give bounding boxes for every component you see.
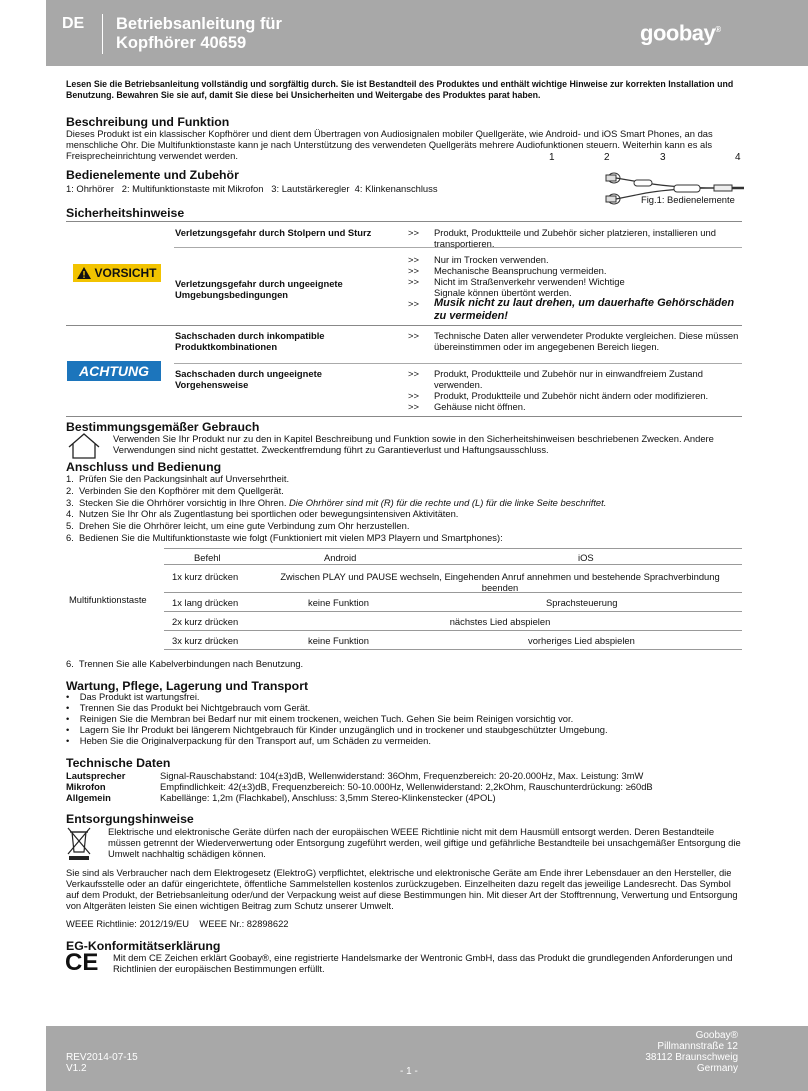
spec-value: Empfindlichkeit: 42(±3)dB, Frequenzbereich: 50-10.000Hz, Wellenwiderstand: 2,2kOhm, Rauschunterdrückung: ≥60dB [160,781,653,792]
measure-text: Nur im Trocken verwenden. [434,254,549,265]
list-item: 6. Trennen Sie alle Kabelverbindungen nach Benutzung. [66,658,304,669]
spec-label: Mikrofon [66,781,106,792]
table-border [66,325,742,326]
table-border [164,611,742,612]
page-title: Betriebsanleitung für Kopfhörer 40659 [116,15,282,52]
table-cell: 1x lang drücken [172,597,239,608]
section-title-bedienelemente: Bedienelemente und Zubehör [66,168,239,182]
version: V1.2 [66,1063,87,1074]
figure-caption: Fig.1: Bedienelemente [641,194,735,205]
ce-mark-icon: CE [65,949,99,976]
figure-number: 3 [660,152,666,163]
goobay-logo: goobay® [640,20,721,46]
section-title-entsorgung: Entsorgungshinweise [66,812,194,826]
bestimmung-text: Verwenden Sie Ihr Produkt nur zu den in Kapitel Beschreibung und Funktion sowie in den Sicherheitshinweisen beschriebenen Zwecken. Andere Verwendungen sind nicht gestattet. Zweckentfremdung führt zu Garantieverlust und Haftungsausschluss. [113,433,714,455]
table-border [66,221,742,222]
wartung-list [66,691,746,746]
table-border [164,564,742,565]
arrow-marker: >> [408,368,419,379]
section-title-beschreibung: Beschreibung und Funktion [66,115,230,129]
list-item: 5. Drehen Sie die Ohrhörer leicht, um eine gute Verbindung zum Ohr herzustellen. [66,520,410,531]
section-title-sicherheit: Sicherheitshinweise [66,206,185,220]
table-header: iOS [578,552,594,563]
entsorgung-text: Sie sind als Verbraucher nach dem Elektrogesetz (ElektroG) verpflichtet, elektrische und elektronische Geräte am Ende ihrer Lebensdauer an den Hersteller, die Verkaufsstelle oder an dafür eingerichtete, öffentliche Sammelstellen kostenlos zurückzugeben. Einzelheiten dazu regelt das jeweilige Landesrecht. Das Symbol auf dem Produkt, der Betriebsanleitung oder/und der Verpackung weist auf diese Bestimmungen hin. Mit dieser Art der Stofftrennung, Verwertung und Entsorgung von Altgeräten leisten Sie einen wichtigen Beitrag zum Schutz unserer Umwelt. [66,867,738,911]
table-cell: 2x kurz drücken [172,616,239,627]
table-cell: vorheriges Lied abspielen [528,635,635,646]
arrow-marker: >> [408,401,419,412]
list-item: 1. Prüfen Sie den Packungsinhalt auf Unversehrtheit. [66,473,290,484]
spec-value: Kabellänge: 1,2m (Flachkabel), Anschluss: 3,5mm Stereo-Klinkenstecker (4POL) [160,792,496,803]
hazard-text: Sachschaden durch ungeeignete Vorgehensweise [175,368,322,390]
arrow-marker: >> [408,276,419,287]
table-cell: 1x kurz drücken [172,571,239,582]
table-border [164,630,742,631]
table-cell: keine Funktion [308,597,369,608]
section-title-wartung: Wartung, Pflege, Lagerung und Transport [66,679,309,693]
table-border [164,548,742,549]
arrow-marker: >> [408,265,419,276]
table-border [174,363,742,364]
table-cell: keine Funktion [308,635,369,646]
measure-text: Produkt, Produktteile und Zubehör nur in einwandfreiem Zustand verwenden. [434,368,703,390]
list-item: • Trennen Sie das Produkt bei Nichtgebrauch vom Gerät. [66,702,311,713]
measure-text: Produkt, Produktteile und Zubehör sicher platzieren, installieren und transportieren. [434,227,716,249]
hazard-text: Verletzungsgefahr durch Stolpern und Sturz [175,227,372,238]
address-line: Germany [696,1063,738,1074]
table-row-label: Multifunktionstaste [69,594,147,605]
measure-text: Produkt, Produktteile und Zubehör nicht ändern oder modifizieren. [434,390,709,401]
beschreibung-text: Dieses Produkt ist ein klassischer Kopfhörer und dient dem Übertragen von Audiosignalen mobiler Quellgeräte, wie Android- und iOS Smart Phones, an das menschliche Ohr. Die Multifunktionstaste kann je nach Unterstützung des verwendeten Quellgeräts mehrere Audiofunktionen steuern. Weiterhin kann es als Freisprecheinrichtung verwendet werden. [66,128,713,161]
bedienelemente-list: 1: Ohrhörer 2: Multifunktionstaste mit Mikrofon 3: Lautstärkeregler 4: Klinkenanschluss [66,183,438,194]
ce-text: Mit dem CE Zeichen erklärt Goobay®, eine registrierte Handelsmarke der Wentronic GmbH, dass das Produkt die grundlegenden Anforderungen und Richtlinien der europäischen Bestimmungen erfüllt. [113,952,733,974]
weee-bin-icon [66,826,92,860]
list-item: 6. Bedienen Sie die Multifunktionstaste wie folgt (Funktioniert mit vielen MP3 Playern und Smartphones): [66,532,503,543]
measure-text: Technische Daten aller verwendeter Produkte vergleichen. Diese müssen übereinstimmen oder im angegebenen Bereich liegen. [434,330,739,352]
page-number: - 1 - [400,1066,418,1077]
address-line: Goobay® [695,1030,738,1041]
arrow-marker: >> [408,390,419,401]
arrow-marker: >> [408,330,419,341]
section-title-anschluss: Anschluss und Bedienung [66,460,222,474]
header-divider [102,14,103,54]
house-icon [67,431,101,459]
list-item: 2. Verbinden Sie den Kopfhörer mit dem Quellgerät. [66,485,284,496]
section-title-bestimmung: Bestimmungsgemäßer Gebrauch [66,420,260,434]
weee-info: WEEE Richtlinie: 2012/19/EU WEEE Nr.: 82898622 [66,918,289,929]
section-title-technik: Technische Daten [66,756,171,770]
spec-value: Signal-Rauschabstand: 104(±3)dB, Wellenwiderstand: 36Ohm, Frequenzbereich: 20-20.000Hz, Max. Leistung: 3mW [160,770,644,781]
achtung-badge: ACHTUNG [67,361,161,381]
revision: REV2014-07-15 [66,1052,138,1063]
intro-text: Lesen Sie die Betriebsanleitung vollständig und sorgfältig durch. Sie ist Bestandteil des Produktes und enthält wichtige Hinweise zur korrekten Installation und Benutzung. Bewahren Sie sie auf, damit Sie diese bei Unsicherheiten und Weitergabe des Produktes parat haben. [66,79,734,100]
table-border [164,649,742,650]
measure-text-emphasis: Musik nicht zu laut drehen, um dauerhafte Gehörschäden zu vermeiden! [434,297,735,322]
table-header: Android [324,552,357,563]
list-item: 3. Stecken Sie die Ohrhörer vorsichtig in Ihre Ohren. Die Ohrhörer sind mit (R) für die rechte und (L) für die linke Seite beschriftet. [66,497,607,508]
warning-icon [77,267,91,279]
arrow-marker: >> [408,298,419,309]
table-cell: Zwischen PLAY und PAUSE wechseln, Eingehenden Anruf annehmen und bestehende Sprachverbindung beenden [280,571,720,593]
spec-label: Allgemein [66,792,111,803]
measure-text: Nicht im Straßenverkehr verwenden! Wichtige Signale können übertönt werden. [434,276,625,298]
footer-bar [46,1026,808,1091]
table-header: Befehl [194,552,221,563]
hazard-text: Sachschaden durch inkompatible Produktkombinationen [175,330,325,352]
address-line: 38112 Braunschweig [645,1052,738,1063]
section-title-ce: EG-Konformitätserklärung [66,939,221,953]
list-item: • Reinigen Sie die Membran bei Bedarf nur mit einem trockenen, weichen Tuch. Gehen Sie beim Reinigen vorsichtig vor. [66,713,574,724]
address-line: Pillmannstraße 12 [657,1041,738,1052]
entsorgung-text: Elektrische und elektronische Geräte dürfen nach der europäischen WEEE Richtlinie nicht mit dem Hausmüll entsorgt werden. Deren Bestandteile müssen getrennt der Wiederverwertung oder Entsorgung zugeführt werden, weil giftige und gefährliche Bestandteile bei unsachgemäßer Entsorgung die Umwelt nachhaltig schädigen können. [108,826,741,859]
spec-label: Lautsprecher [66,770,126,781]
measure-text: Mechanische Beanspruchung vermeiden. [434,265,607,276]
arrow-marker: >> [408,254,419,265]
table-border [66,416,742,417]
table-cell: nächstes Lied abspielen [449,616,551,627]
list-item: • Lagern Sie Ihr Produkt bei längerem Nichtgebrauch für Kinder unzugänglich und in trockener und staubgeschützter Umgebung. [66,724,608,735]
table-cell: 3x kurz drücken [172,635,239,646]
hazard-text: Verletzungsgefahr durch ungeeignete Umgebungsbedingungen [175,278,343,300]
figure-number: 2 [604,152,610,163]
vorsicht-badge: VORSICHT [73,264,161,282]
language-code: DE [62,15,85,32]
measure-text: Gehäuse nicht öffnen. [434,401,526,412]
list-item: • Heben Sie die Originalverpackung für den Transport auf, um Schäden zu vermeiden. [66,735,431,746]
figure-number: 1 [549,152,555,163]
figure-number: 4 [735,152,741,163]
arrow-marker: >> [408,227,419,238]
list-item: 4. Nutzen Sie Ihr Ohr als Zugentlastung bei sportlichen oder bewegungsintensiven Aktivitäten. [66,508,459,519]
list-item: • Das Produkt ist wartungsfrei. [66,691,200,702]
table-cell: Sprachsteuerung [546,597,618,608]
